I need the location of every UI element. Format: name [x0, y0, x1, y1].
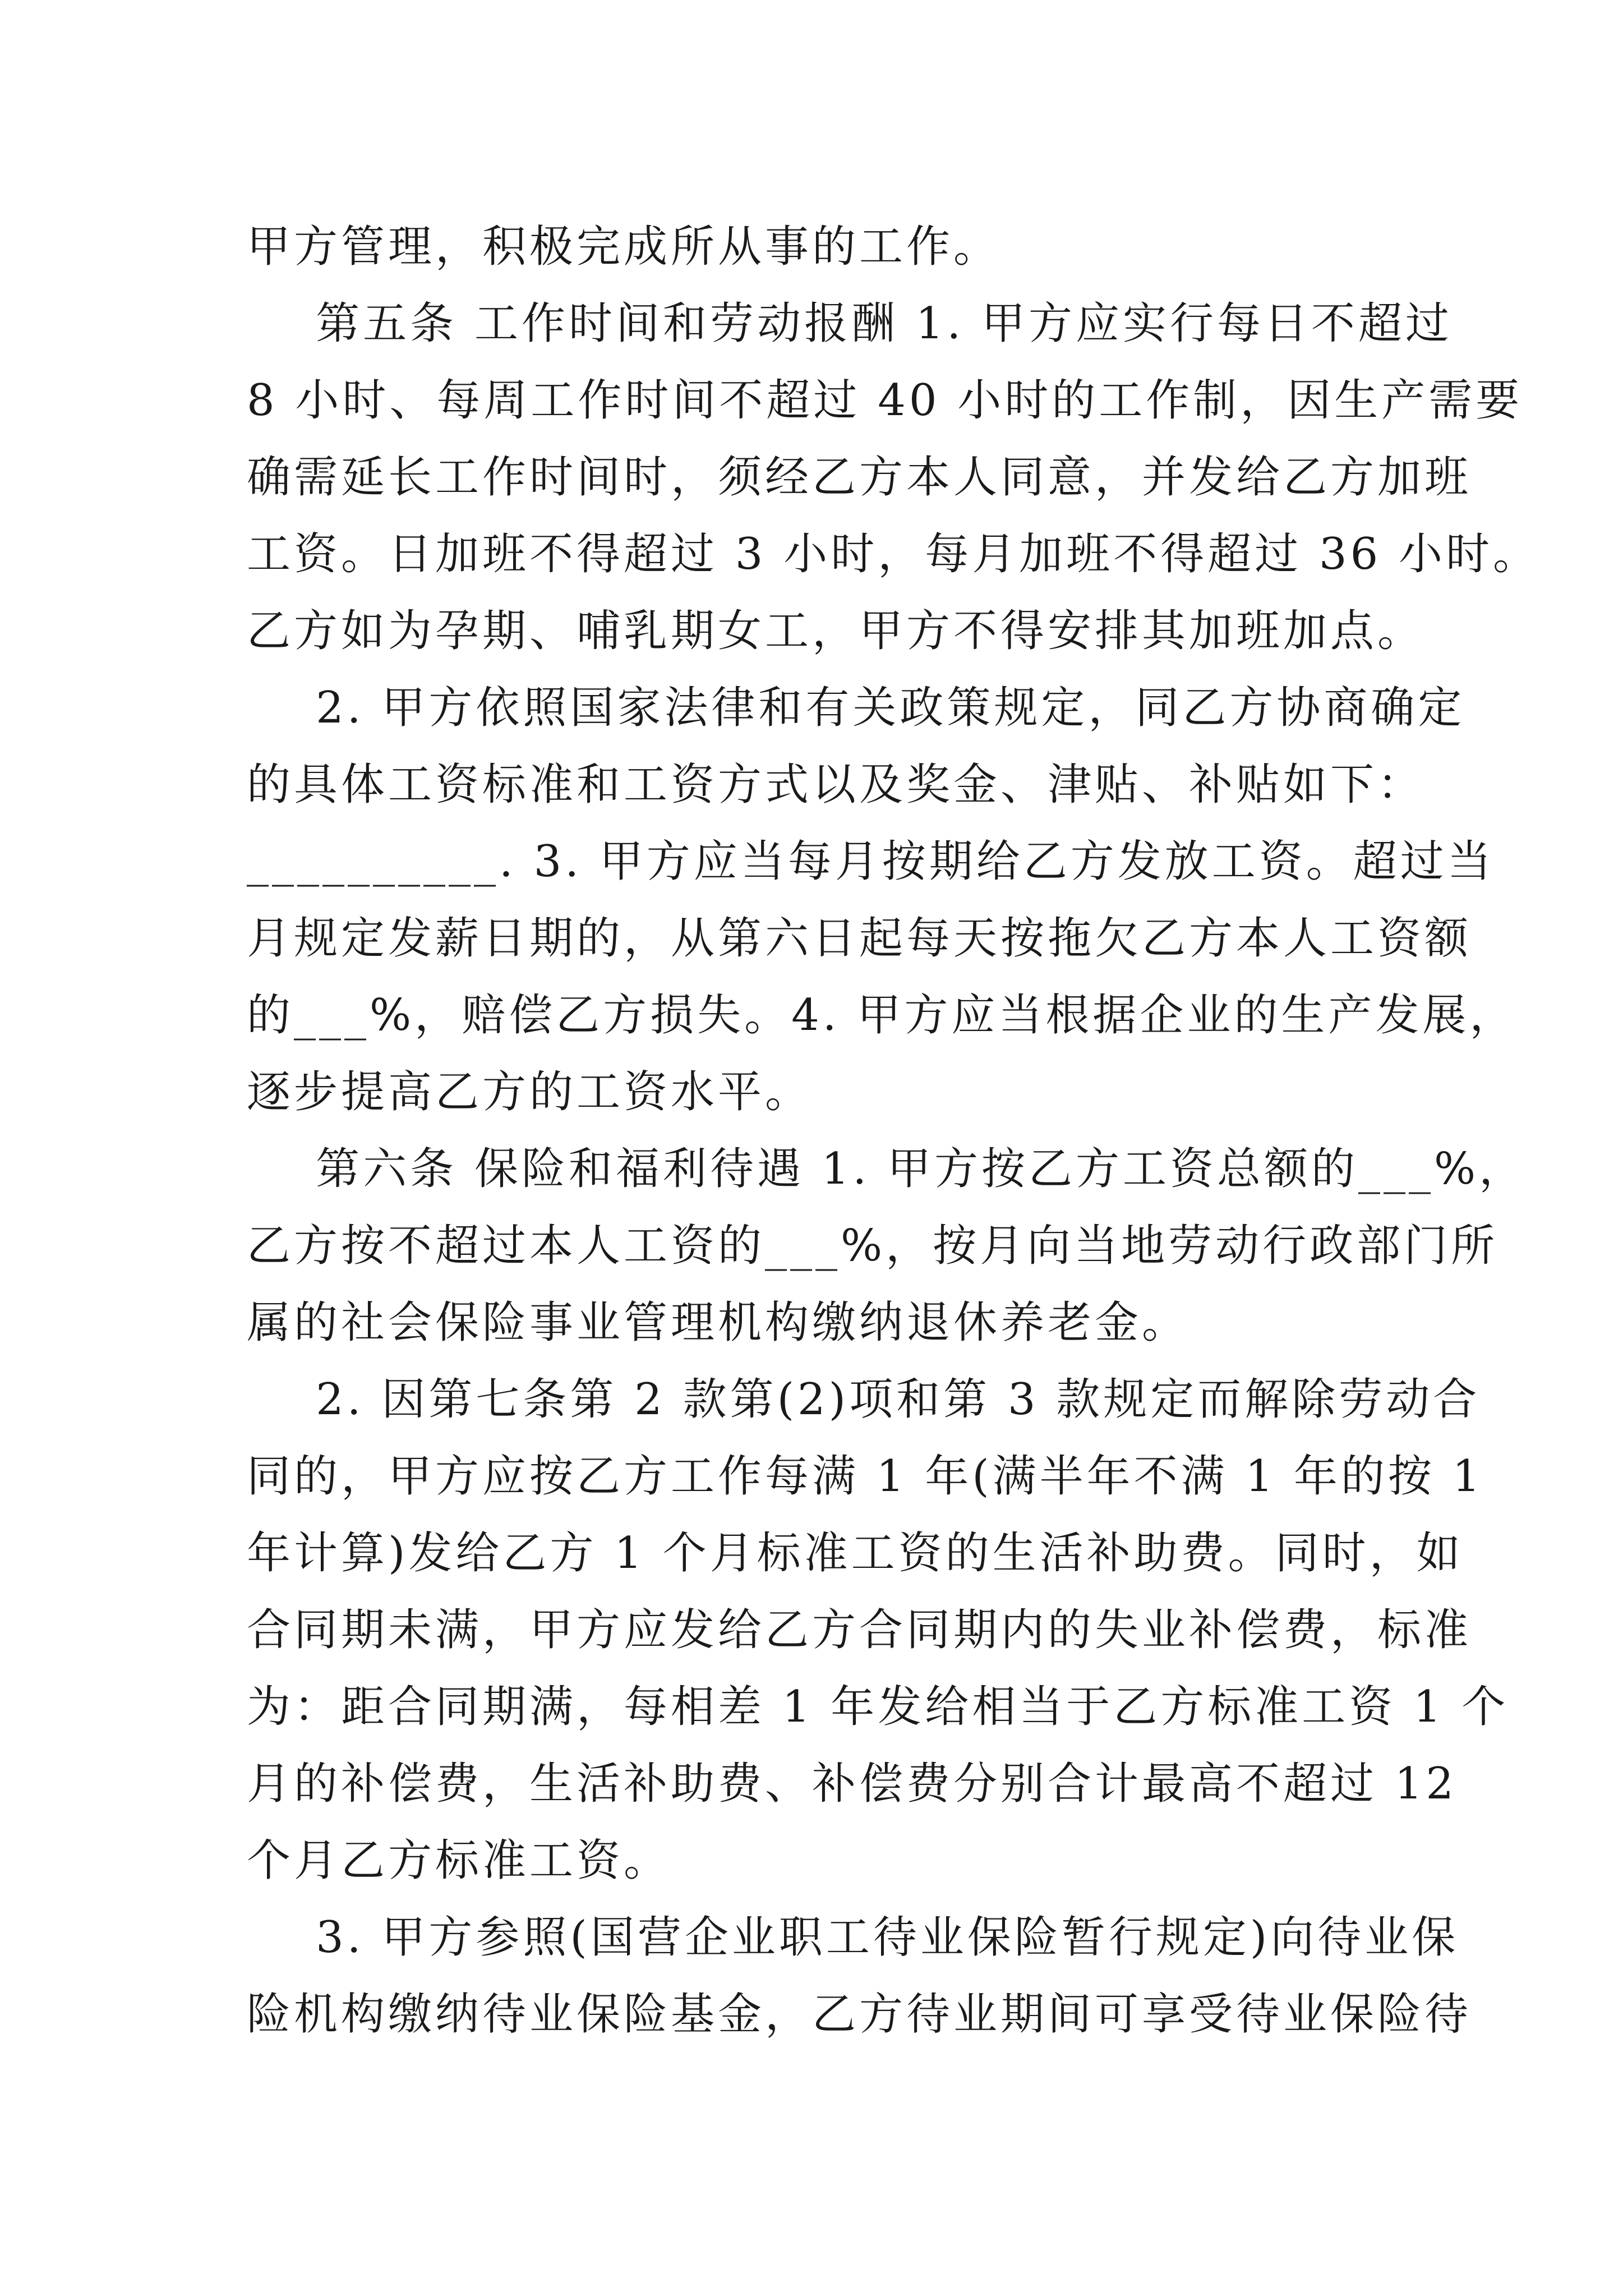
text-line: 工资。日加班不得超过 3 小时，每月加班不得超过 36 小时。	[247, 529, 1541, 579]
text-line: 险机构缴纳待业保险基金，乙方待业期间可享受待业保险待	[247, 1989, 1472, 2040]
text-line: 第五条 工作时间和劳动报酬 1. 甲方应实行每日不超过	[247, 298, 1453, 349]
text-line: 2. 因第七条第 2 款第(2)项和第 3 款规定而解除劳动合	[247, 1374, 1481, 1425]
text-line: 甲方管理，积极完成所从事的工作。	[247, 222, 1001, 272]
text-line: __________. 3. 甲方应当每月按期给乙方发放工资。超过当	[247, 836, 1495, 887]
text-line: 8 小时、每周工作时间不超过 40 小时的工作制，因生产需要	[247, 375, 1523, 426]
text-line: 2. 甲方依照国家法律和有关政策规定，同乙方协商确定	[247, 683, 1465, 733]
text-line: 年计算)发给乙方 1 个月标准工资的生活补助费。同时，如	[247, 1528, 1464, 1579]
text-line: 合同期未满，甲方应发给乙方合同期内的失业补偿费，标准	[247, 1605, 1472, 1655]
text-line: 为：距合同期满，每相差 1 年发给相当于乙方标准工资 1 个	[247, 1682, 1509, 1732]
text-line: 逐步提高乙方的工资水平。	[247, 1067, 813, 1117]
text-line: 的具体工资标准和工资方式以及奖金、津贴、补贴如下：	[247, 760, 1425, 810]
text-line: 月的补偿费，生活补助费、补偿费分别合计最高不超过 12	[247, 1759, 1458, 1809]
text-line: 属的社会保险事业管理机构缴纳退休养老金。	[247, 1297, 1189, 1348]
text-line: 确需延长工作时间时，须经乙方本人同意，并发给乙方加班	[247, 452, 1472, 503]
text-line: 3. 甲方参照(国营企业职工待业保险暂行规定)向待业保	[247, 1912, 1459, 1963]
text-line: 月规定发薪日期的，从第六日起每天按拖欠乙方本人工资额	[247, 913, 1472, 964]
text-line: 乙方如为孕期、哺乳期女工，甲方不得安排其加班加点。	[247, 606, 1425, 656]
text-line: 的___%，赔偿乙方损失。4. 甲方应当根据企业的生产发展，	[247, 990, 1517, 1041]
text-line: 第六条 保险和福利待遇 1. 甲方按乙方工资总额的___%，	[247, 1144, 1527, 1194]
text-line: 个月乙方标准工资。	[247, 1835, 671, 1886]
text-line: 同的，甲方应按乙方工作每满 1 年(满半年不满 1 年的按 1	[247, 1451, 1484, 1502]
text-line: 乙方按不超过本人工资的___%，按月向当地劳动行政部门所	[247, 1221, 1498, 1271]
document-body	[247, 209, 1541, 2053]
